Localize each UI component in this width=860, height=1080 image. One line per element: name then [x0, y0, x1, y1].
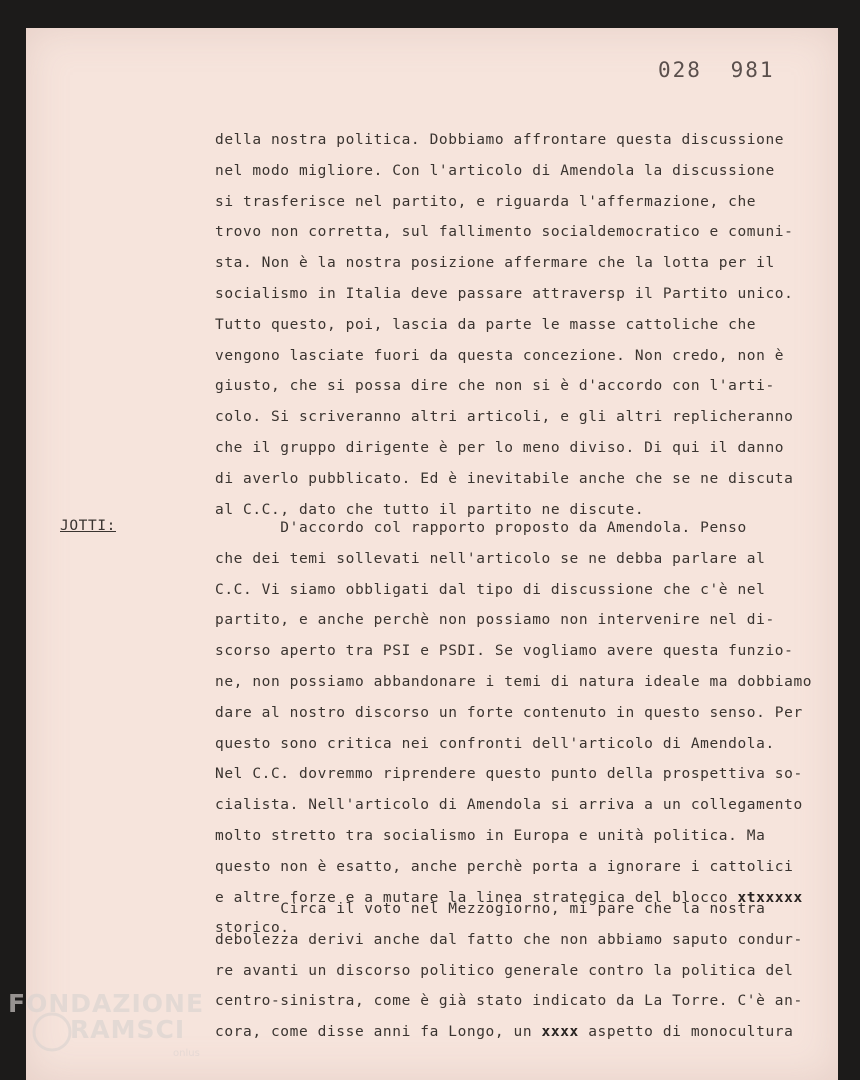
- svg-text:onlus: onlus: [173, 1048, 200, 1059]
- text-line: Nel C.C. dovremmo riprendere questo punto della prospettiva so-: [215, 766, 803, 783]
- paragraph-2: [215, 513, 835, 944]
- text-line: C.C. Vi siamo obbligati dal tipo di discussione che c'è nel: [215, 581, 766, 598]
- fondazione-gramsci-logo: [8, 984, 208, 1074]
- text-line: storico.: [215, 920, 290, 937]
- paragraph-3: [215, 894, 835, 1048]
- text-segment: cora, come disse anni fa Longo, un: [215, 1024, 542, 1041]
- document-number: 028 981: [658, 58, 775, 82]
- text-line: al C.C., dato che tutto il partito ne discute.: [215, 501, 645, 518]
- text-line: si trasferisce nel partito, e riguarda l'affermazione, che: [215, 193, 757, 210]
- text-line: D'accordo col rapporto proposto da Amendola. Penso: [215, 520, 747, 536]
- speaker-label: JOTTI:: [60, 518, 116, 534]
- text-line: vengono lasciate fuori da questa concezione. Non credo, non è: [215, 347, 785, 364]
- text-line: dare al nostro discorso un forte contenuto in questo senso. Per: [215, 704, 803, 721]
- text-line: socialismo in Italia deve passare attraversp il Partito unico.: [215, 285, 794, 302]
- text-line: Tutto questo, poi, lascia da parte le masse cattoliche che: [215, 316, 757, 333]
- paragraph-1: [215, 125, 835, 525]
- text-line: nel modo migliore. Con l'articolo di Amendola la discussione: [215, 162, 775, 179]
- text-line: di averlo pubblicato. Ed è inevitabile anche che se ne discuta: [215, 470, 794, 487]
- text-line: molto stretto tra socialismo in Europa e unità politica. Ma: [215, 827, 766, 844]
- text-segment: e altre forze e a mutare la linea strategica del blocco: [215, 889, 738, 906]
- text-line: colo. Si scriveranno altri articoli, e gli altri replicheranno: [215, 409, 794, 426]
- text-line: trovo non corretta, sul fallimento socialdemocratico e comuni-: [215, 224, 794, 241]
- text-line: questo non è esatto, anche perchè porta a ignorare i cattolici: [215, 858, 794, 875]
- text-line: centro-sinistra, come è già stato indicato da La Torre. C'è an-: [215, 993, 803, 1010]
- text-segment: aspetto di monocultura: [578, 1024, 794, 1041]
- text-line: che dei temi sollevati nell'articolo se ne debba parlare al: [215, 550, 766, 567]
- text-line: debolezza derivi anche dal fatto che non abbiamo saputo condur-: [215, 931, 803, 948]
- svg-text:RAMSCI: RAMSCI: [70, 1015, 186, 1044]
- text-line: partito, e anche perchè non possiamo non intervenire nel di-: [215, 612, 775, 629]
- text-line: questo sono critica nei confronti dell'articolo di Amendola.: [215, 735, 775, 752]
- text-line: giusto, che si possa dire che non si è d'accordo con l'arti-: [215, 378, 775, 395]
- struck-out-text: xtxxxxx: [737, 889, 803, 906]
- text-line: [215, 1017, 835, 1048]
- text-line: scorso aperto tra PSI e PSDI. Se vogliamo avere questa funzio-: [215, 643, 794, 660]
- struck-out-text: xxxx: [541, 1024, 579, 1041]
- text-line: che il gruppo dirigente è per lo meno diviso. Di qui il danno: [215, 439, 785, 456]
- text-line: cialista. Nell'articolo di Amendola si arriva a un collegamento: [215, 797, 803, 814]
- text-line: della nostra politica. Dobbiamo affrontare questa discussione: [215, 132, 785, 148]
- svg-text:FONDAZIONE: FONDAZIONE: [8, 989, 205, 1018]
- text-line: sta. Non è la nostra posizione affermare che la lotta per il: [215, 255, 775, 272]
- text-line: Circa il voto nel Mezzogiorno, mi pare che la nostra: [215, 901, 766, 917]
- text-line: ne, non possiamo abbandonare i temi di natura ideale ma dobbiamo: [215, 673, 813, 690]
- text-line: re avanti un discorso politico generale contro la politica del: [215, 962, 794, 979]
